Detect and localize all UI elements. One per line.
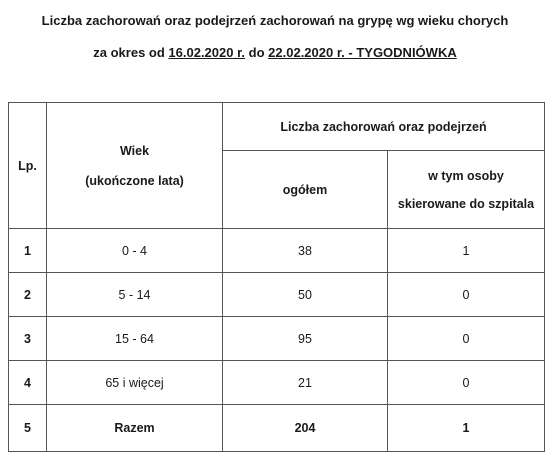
cell-lp: 1: [9, 229, 47, 273]
cell-hospitalized: 1: [388, 405, 545, 452]
header-age: [47, 103, 223, 229]
header-group: Liczba zachorowań oraz podejrzeń: [223, 103, 545, 151]
cell-hospitalized: 1: [388, 229, 545, 273]
period-prefix: za okres od: [93, 45, 169, 60]
cell-age: 15 - 64: [47, 317, 223, 361]
cell-lp: 3: [9, 317, 47, 361]
table-row: [9, 273, 545, 317]
period-mid: do: [245, 45, 269, 60]
cell-age: 0 - 4: [47, 229, 223, 273]
date-to: 22.02.2020 r. - TYGODNIÓWKA: [268, 45, 457, 60]
cell-lp: 5: [9, 405, 47, 452]
flu-cases-table: [8, 102, 545, 452]
header-hospitalized: [388, 151, 545, 229]
cell-age: Razem: [47, 405, 223, 452]
cell-hospitalized: 0: [388, 273, 545, 317]
header-total: ogółem: [223, 151, 388, 229]
cell-total: 204: [223, 405, 388, 452]
cell-total: 21: [223, 361, 388, 405]
cell-total: 38: [223, 229, 388, 273]
table-row: [9, 229, 545, 273]
cell-lp: 2: [9, 273, 47, 317]
date-from: 16.02.2020 r.: [168, 45, 246, 60]
header-hosp-line2: skierowane do szpitala: [397, 196, 535, 211]
header-age-line2: (ukończone lata): [85, 173, 184, 188]
header-age-line1: Wiek: [119, 143, 150, 158]
header-lp: Lp.: [9, 103, 47, 229]
table-row: [9, 361, 545, 405]
header-hosp-line1: w tym osoby: [428, 168, 504, 183]
page-title: Liczba zachorowań oraz podejrzeń zachorowań na grypę wg wieku chorych: [41, 13, 509, 28]
cell-hospitalized: 0: [388, 317, 545, 361]
total-row: [9, 405, 545, 452]
cell-hospitalized: 0: [388, 361, 545, 405]
cell-age: 65 i więcej: [47, 361, 223, 405]
header-row-1: [9, 103, 545, 151]
cell-total: 95: [223, 317, 388, 361]
cell-age: 5 - 14: [47, 273, 223, 317]
cell-total: 50: [223, 273, 388, 317]
table-row: [9, 317, 545, 361]
period-subtitle: [0, 45, 550, 60]
cell-lp: 4: [9, 361, 47, 405]
